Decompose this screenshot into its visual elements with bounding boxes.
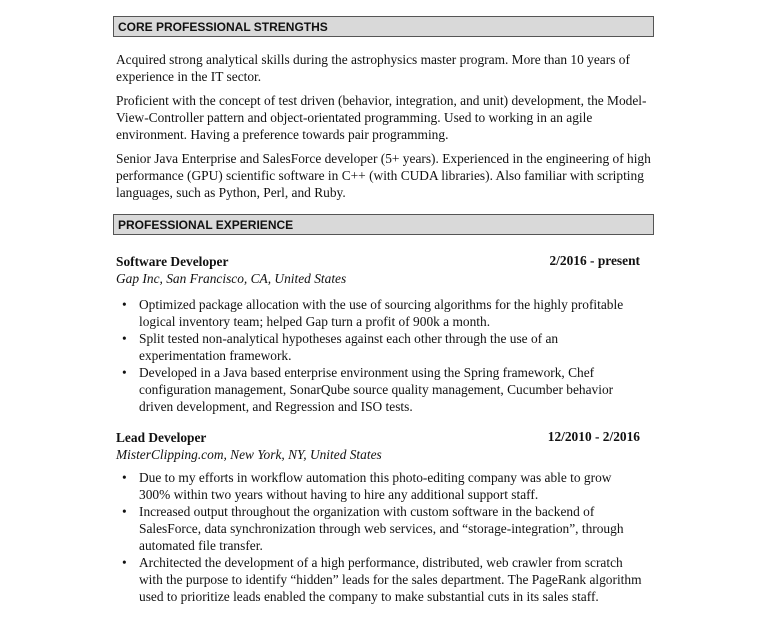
job-company: Gap Inc, San Francisco, CA, United States xyxy=(116,271,347,286)
job-company: MisterClipping.com, New York, NY, United States xyxy=(116,447,382,462)
core-strengths-heading: CORE PROFESSIONAL STRENGTHS xyxy=(113,16,654,37)
job-bullet: • Increased output throughout the organization with custom software in the backend of SalesForce, data synchronization through web services, and “storage-integration”, through automated file transfer. xyxy=(116,503,646,554)
job-bullet: • Split tested non-analytical hypotheses against each other through the use of an experimentation framework. xyxy=(116,330,646,364)
core-paragraph-2: Proficient with the concept of test driven (behavior, integration, and unit) development, the Model-View-Controller pattern and object-orientated programming. Used to working in an agile environment. Having a preference towards pair programming. xyxy=(116,93,647,142)
job-bullet: • Optimized package allocation with the use of sourcing algorithms for the highly profitable logical inventory team; helped Gap turn a profit of 900k a month. xyxy=(116,296,646,330)
core-paragraph-1: Acquired strong analytical skills during the astrophysics master program. More than 10 years of experience in the IT sector. xyxy=(116,52,630,84)
job-title: Software Developer xyxy=(116,254,229,269)
job-dates: 12/2010 - 2/2016 xyxy=(547,429,640,444)
professional-experience-heading: PROFESSIONAL EXPERIENCE xyxy=(113,214,654,235)
job-bullet-list xyxy=(116,296,646,415)
job-bullet: • Due to my efforts in workflow automation this photo-editing company was able to grow 300% within two years without having to hire any additional support staff. xyxy=(116,469,646,503)
job-bullet-list xyxy=(116,469,646,605)
job-bullet: • Architected the development of a high performance, distributed, web crawler from scratch with the purpose to identify “hidden” leads for the sales department. The PageRank algorithm used to prioritize leads enabled the company to make substantial cuts in its sales staff. xyxy=(116,554,646,605)
core-paragraph-3: Senior Java Enterprise and SalesForce developer (5+ years). Experienced in the engineering of high performance (GPU) scientific software in C++ (with CUDA libraries). Also familiar with scripting languages, such as Python, Perl, and Ruby. xyxy=(116,151,651,200)
job-title: Lead Developer xyxy=(116,430,207,445)
job-dates: 2/2016 - present xyxy=(549,253,640,268)
job-bullet: • Developed in a Java based enterprise environment using the Spring framework, Chef configuration management, SonarQube source quality management, Cucumber behavior driven development, and Regression and ISO tests. xyxy=(116,364,646,415)
